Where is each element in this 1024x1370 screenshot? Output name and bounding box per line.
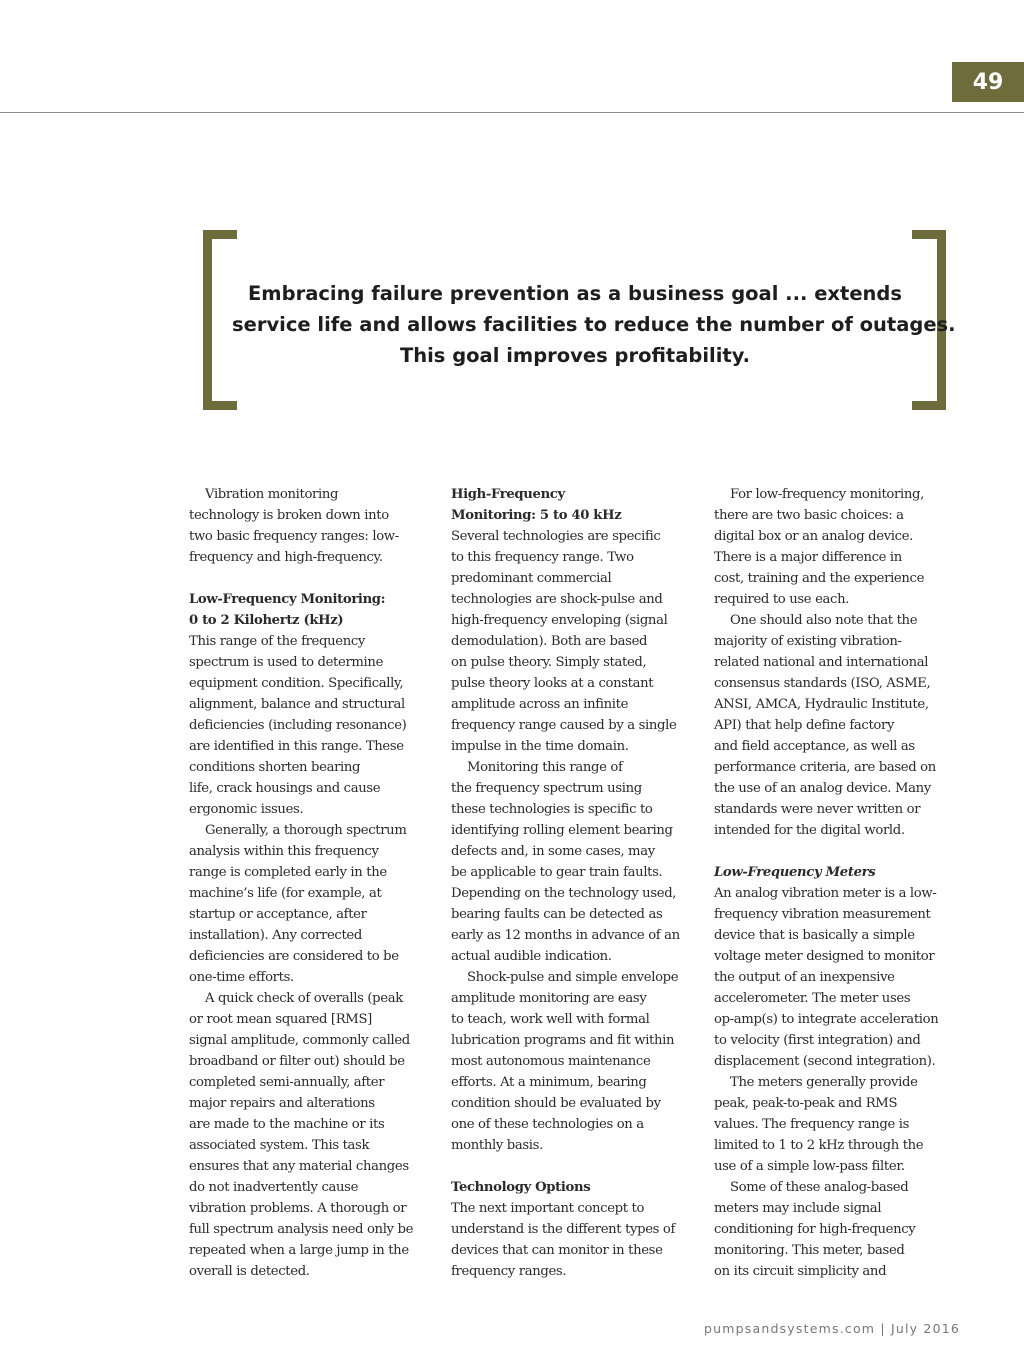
text-line: Vibration monitoring xyxy=(205,487,339,502)
text-line: two basic frequency ranges: low- xyxy=(189,529,399,544)
text-line: startup or acceptance, after xyxy=(189,907,367,922)
text-line: the frequency spectrum using xyxy=(451,781,642,796)
text-line: condition should be evaluated by xyxy=(451,1096,661,1111)
header-rule xyxy=(0,112,1024,113)
text-line: The meters generally provide xyxy=(730,1075,918,1090)
text-line: device that is basically a simple xyxy=(714,928,915,943)
text-line: demodulation). Both are based xyxy=(451,634,648,649)
text-line: devices that can monitor in these xyxy=(451,1243,663,1258)
text-line: life, crack housings and cause xyxy=(189,781,381,796)
text-line: This range of the frequency xyxy=(189,634,365,649)
text-line: deficiencies are considered to be xyxy=(189,949,399,964)
text-line: or root mean squared [RMS] xyxy=(189,1012,372,1027)
text-line: frequency ranges. xyxy=(451,1264,567,1279)
text-line: completed semi-annually, after xyxy=(189,1075,385,1090)
text-line: majority of existing vibration- xyxy=(714,634,902,649)
text-line: monthly basis. xyxy=(451,1138,543,1153)
text-line: frequency vibration measurement xyxy=(714,907,931,922)
text-line: peak, peak-to-peak and RMS xyxy=(714,1096,898,1111)
paragraph-gap xyxy=(714,841,962,862)
text-line: analysis within this frequency xyxy=(189,844,379,859)
text-line: are identified in this range. These xyxy=(189,739,404,754)
text-line: consensus standards (ISO, ASME, xyxy=(714,676,931,691)
pull-quote-line: service life and allows facilities to reduce the number of outages. xyxy=(232,313,956,336)
text-line: full spectrum analysis need only be xyxy=(189,1222,414,1237)
text-line: there are two basic choices: a xyxy=(714,508,904,523)
page-footer xyxy=(704,1321,960,1336)
footer-site: pumpsandsystems.com xyxy=(704,1321,876,1336)
section-heading: 0 to 2 Kilohertz (kHz) xyxy=(189,613,344,628)
text-line: efforts. At a minimum, bearing xyxy=(451,1075,647,1090)
text-line: The next important concept to xyxy=(451,1201,645,1216)
text-line: the use of an analog device. Many xyxy=(714,781,931,796)
text-line: There is a major difference in xyxy=(714,550,902,565)
text-line: spectrum is used to determine xyxy=(189,655,384,670)
text-line: lubrication programs and fit within xyxy=(451,1033,675,1048)
text-line: high-frequency enveloping (signal xyxy=(451,613,668,628)
text-line: actual audible indication. xyxy=(451,949,612,964)
text-line: identifying rolling element bearing xyxy=(451,823,673,838)
text-line: op-amp(s) to integrate acceleration xyxy=(714,1012,939,1027)
text-line: associated system. This task xyxy=(189,1138,370,1153)
text-line: related national and international xyxy=(714,655,929,670)
paragraph-gap xyxy=(451,1156,699,1177)
section-heading: Low-Frequency Monitoring: xyxy=(189,592,386,607)
text-line: the output of an inexpensive xyxy=(714,970,895,985)
text-line: required to use each. xyxy=(714,592,850,607)
text-line: cost, training and the experience xyxy=(714,571,925,586)
text-line: API) that help define factory xyxy=(714,718,895,733)
text-line: understand is the different types of xyxy=(451,1222,676,1237)
text-line: on its circuit simplicity and xyxy=(714,1264,887,1279)
footer-separator: | xyxy=(880,1321,886,1336)
text-line: do not inadvertently cause xyxy=(189,1180,359,1195)
text-line: accelerometer. The meter uses xyxy=(714,991,911,1006)
text-line: on pulse theory. Simply stated, xyxy=(451,655,647,670)
text-line: Several technologies are specific xyxy=(451,529,661,544)
paragraph-gap xyxy=(189,568,437,589)
text-line: and field acceptance, as well as xyxy=(714,739,915,754)
text-line: ergonomic issues. xyxy=(189,802,304,817)
text-line: defects and, in some cases, may xyxy=(451,844,655,859)
text-line: frequency and high-frequency. xyxy=(189,550,383,565)
text-line: Some of these analog-based xyxy=(730,1180,909,1195)
text-line: most autonomous maintenance xyxy=(451,1054,651,1069)
text-line: alignment, balance and structural xyxy=(189,697,405,712)
section-heading: Technology Options xyxy=(451,1180,591,1195)
text-line: Depending on the technology used, xyxy=(451,886,677,901)
article-column-1 xyxy=(189,484,437,1282)
pull-quote-line: Embracing failure prevention as a business goal ... extends xyxy=(247,282,902,305)
text-line: to teach, work well with formal xyxy=(451,1012,650,1027)
text-line: intended for the digital world. xyxy=(714,823,905,838)
text-line: monitoring. This meter, based xyxy=(714,1243,905,1258)
text-line: bearing faults can be detected as xyxy=(451,907,663,922)
text-line: meters may include signal xyxy=(714,1201,882,1216)
section-heading: High-Frequency xyxy=(451,487,565,502)
text-line: ANSI, AMCA, Hydraulic Institute, xyxy=(714,697,929,712)
text-line: to this frequency range. Two xyxy=(451,550,634,565)
text-line: range is completed early in the xyxy=(189,865,387,880)
text-line: displacement (second integration). xyxy=(714,1054,936,1069)
text-line: amplitude monitoring are easy xyxy=(451,991,647,1006)
text-line: One should also note that the xyxy=(730,613,918,628)
text-line: one of these technologies on a xyxy=(451,1117,644,1132)
article-column-2 xyxy=(451,484,699,1282)
text-line: amplitude across an infinite xyxy=(451,697,629,712)
text-line: machine’s life (for example, at xyxy=(189,886,382,901)
text-line: to velocity (first integration) and xyxy=(714,1033,921,1048)
section-heading: Monitoring: 5 to 40 kHz xyxy=(451,508,622,523)
text-line: conditions shorten bearing xyxy=(189,760,361,775)
text-line: standards were never written or xyxy=(714,802,921,817)
text-line: technologies are shock-pulse and xyxy=(451,592,663,607)
pull-quote-line: This goal improves profitability. xyxy=(399,344,751,367)
text-line: overall is detected. xyxy=(189,1264,310,1279)
text-line: limited to 1 to 2 kHz through the xyxy=(714,1138,924,1153)
subsection-heading: Low-Frequency Meters xyxy=(714,865,876,880)
text-line: installation). Any corrected xyxy=(189,928,362,943)
text-line: performance criteria, are based on xyxy=(714,760,936,775)
text-line: signal amplitude, commonly called xyxy=(189,1033,410,1048)
text-line: conditioning for high-frequency xyxy=(714,1222,916,1237)
text-line: digital box or an analog device. xyxy=(714,529,913,544)
text-line: For low-frequency monitoring, xyxy=(730,487,924,502)
text-line: predominant commercial xyxy=(451,571,612,586)
text-line: Generally, a thorough spectrum xyxy=(205,823,407,838)
text-line: early as 12 months in advance of an xyxy=(451,928,680,943)
footer-issue: July 2016 xyxy=(890,1321,961,1336)
text-line: repeated when a large jump in the xyxy=(189,1243,409,1258)
page-number: 49 xyxy=(952,62,1024,102)
text-line: use of a simple low-pass filter. xyxy=(714,1159,905,1174)
article-column-3 xyxy=(714,484,962,1282)
text-line: Monitoring this range of xyxy=(467,760,623,775)
text-line: An analog vibration meter is a low- xyxy=(714,886,937,901)
text-line: vibration problems. A thorough or xyxy=(189,1201,407,1216)
text-line: Shock-pulse and simple envelope xyxy=(467,970,679,985)
text-line: major repairs and alterations xyxy=(189,1096,375,1111)
text-line: voltage meter designed to monitor xyxy=(714,949,935,964)
text-line: equipment condition. Specifically, xyxy=(189,676,404,691)
pull-quote xyxy=(232,278,956,371)
text-line: broadband or filter out) should be xyxy=(189,1054,405,1069)
text-line: frequency range caused by a single xyxy=(451,718,677,733)
text-line: A quick check of overalls (peak xyxy=(205,991,403,1006)
text-line: pulse theory looks at a constant xyxy=(451,676,654,691)
text-line: technology is broken down into xyxy=(189,508,389,523)
text-line: impulse in the time domain. xyxy=(451,739,629,754)
text-line: be applicable to gear train faults. xyxy=(451,865,663,880)
text-line: are made to the machine or its xyxy=(189,1117,385,1132)
text-line: one-time efforts. xyxy=(189,970,294,985)
text-line: these technologies is specific to xyxy=(451,802,653,817)
text-line: values. The frequency range is xyxy=(714,1117,910,1132)
text-line: deficiencies (including resonance) xyxy=(189,718,407,733)
text-line: ensures that any material changes xyxy=(189,1159,409,1174)
